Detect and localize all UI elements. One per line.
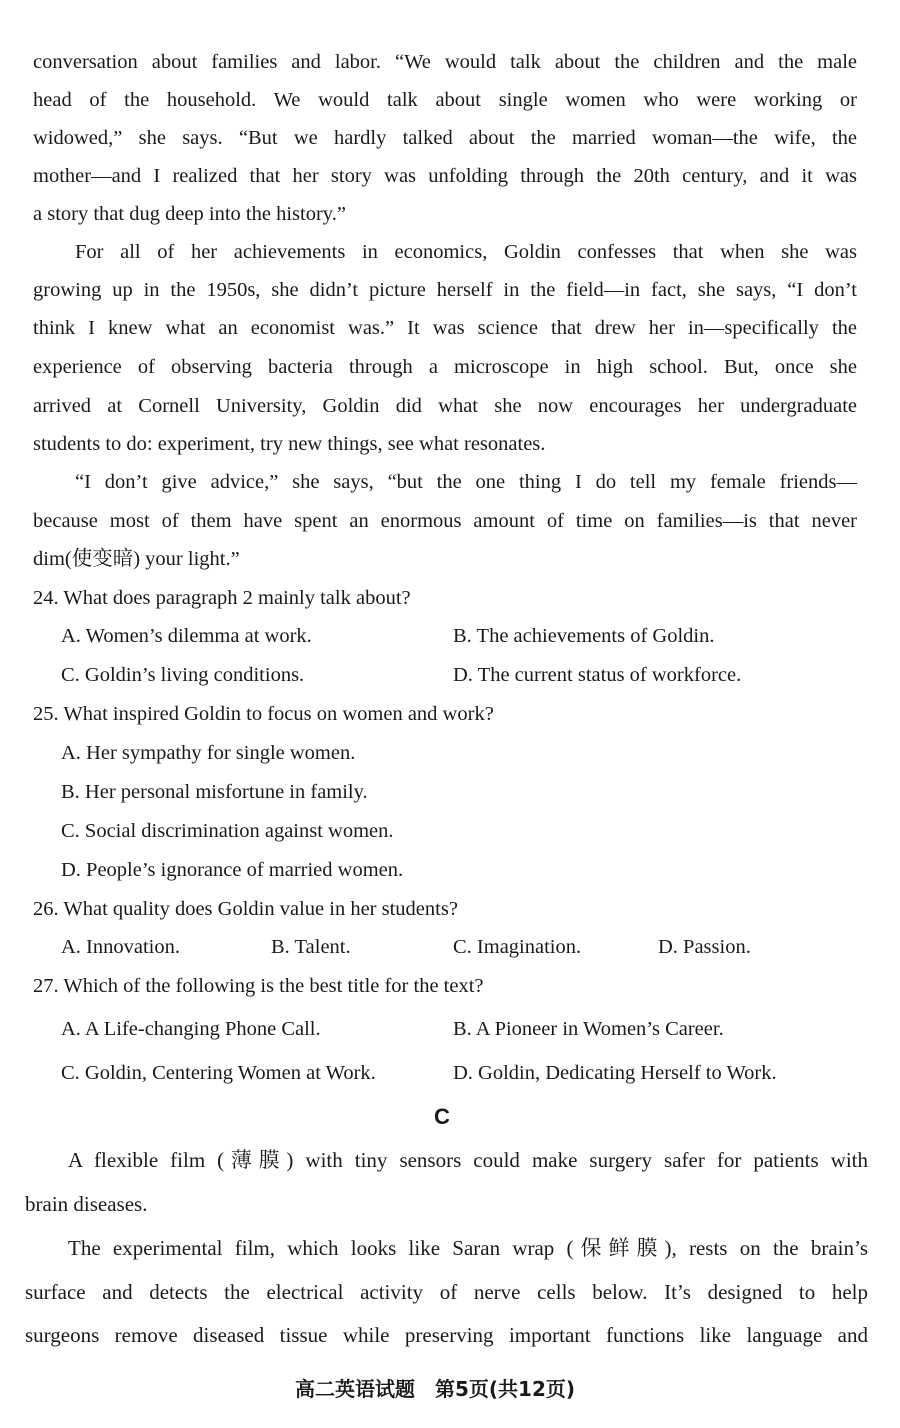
passage-line: surgeons remove diseased tissue while preserving important functions like language and xyxy=(25,1323,868,1347)
option-a: A. Innovation. xyxy=(61,936,180,958)
passage-line: mother—and I realized that her story was unfolding through the 20th century, and it was xyxy=(33,165,857,187)
option-c: C. Imagination. xyxy=(453,936,582,958)
passage-line: a story that dug deep into the history.” xyxy=(33,203,346,225)
option-b: B. A Pioneer in Women’s Career. xyxy=(453,1018,724,1040)
question-stem: 25. What inspired Goldin to focus on women and work? xyxy=(33,703,494,725)
passage-line: head of the household. We would talk about single women who were working or xyxy=(33,89,857,111)
section-heading: C xyxy=(434,1104,450,1129)
passage-line: “I don’t give advice,” she says, “but the one thing I do tell my female friends— xyxy=(75,471,857,493)
passage-line: surface and detects the electrical activity of nerve cells below. It’s designed to help xyxy=(25,1280,868,1304)
passage-line: experience of observing bacteria through a microscope in high school. But, once she xyxy=(33,356,857,378)
question-stem: 27. Which of the following is the best title for the text? xyxy=(33,975,484,997)
question-stem: 24. What does paragraph 2 mainly talk about? xyxy=(33,587,411,609)
option-a: A. Women’s dilemma at work. xyxy=(61,625,312,647)
passage-line: growing up in the 1950s, she didn’t picture herself in the field—in fact, she says, “I don’t xyxy=(33,279,857,301)
option-b: B. Her personal misfortune in family. xyxy=(61,781,368,803)
option-a: A. A Life-changing Phone Call. xyxy=(61,1018,321,1040)
option-c: C. Goldin, Centering Women at Work. xyxy=(61,1062,376,1084)
option-d: D. People’s ignorance of married women. xyxy=(61,859,404,881)
passage-line: dim(使变暗) your light.” xyxy=(33,548,240,570)
page-footer: 高二英语试题 第5页(共12页) xyxy=(294,1377,576,1401)
option-b: B. The achievements of Goldin. xyxy=(453,625,715,647)
passage-line: students to do: experiment, try new things, see what resonates. xyxy=(33,433,546,455)
option-d: D. Goldin, Dedicating Herself to Work. xyxy=(453,1062,777,1084)
question-stem: 26. What quality does Goldin value in her students? xyxy=(33,898,458,920)
option-c: C. Goldin’s living conditions. xyxy=(61,664,305,686)
passage-line: For all of her achievements in economics, Goldin confesses that when she was xyxy=(75,241,857,263)
passage-line: widowed,” she says. “But we hardly talked about the married woman—the wife, the xyxy=(33,127,857,149)
passage-line: conversation about families and labor. “We would talk about the children and the male xyxy=(33,51,857,73)
option-b: B. Talent. xyxy=(271,936,351,958)
passage-line: brain diseases. xyxy=(25,1192,148,1216)
passage-line: arrived at Cornell University, Goldin did what she now encourages her undergraduate xyxy=(33,395,857,417)
option-d: D. Passion. xyxy=(658,936,751,958)
passage-line: think I knew what an economist was.” It was science that drew her in—specifically the xyxy=(33,317,857,339)
passage-line: because most of them have spent an enormous amount of time on families—is that never xyxy=(33,510,857,532)
passage-line: The experimental film, which looks like Saran wrap (保鲜膜), rests on the brain’s xyxy=(68,1236,868,1260)
option-c: C. Social discrimination against women. xyxy=(61,820,394,842)
option-a: A. Her sympathy for single women. xyxy=(61,742,356,764)
passage-line: A flexible film (薄膜) with tiny sensors could make surgery safer for patients with xyxy=(68,1148,868,1172)
option-d: D. The current status of workforce. xyxy=(453,664,742,686)
